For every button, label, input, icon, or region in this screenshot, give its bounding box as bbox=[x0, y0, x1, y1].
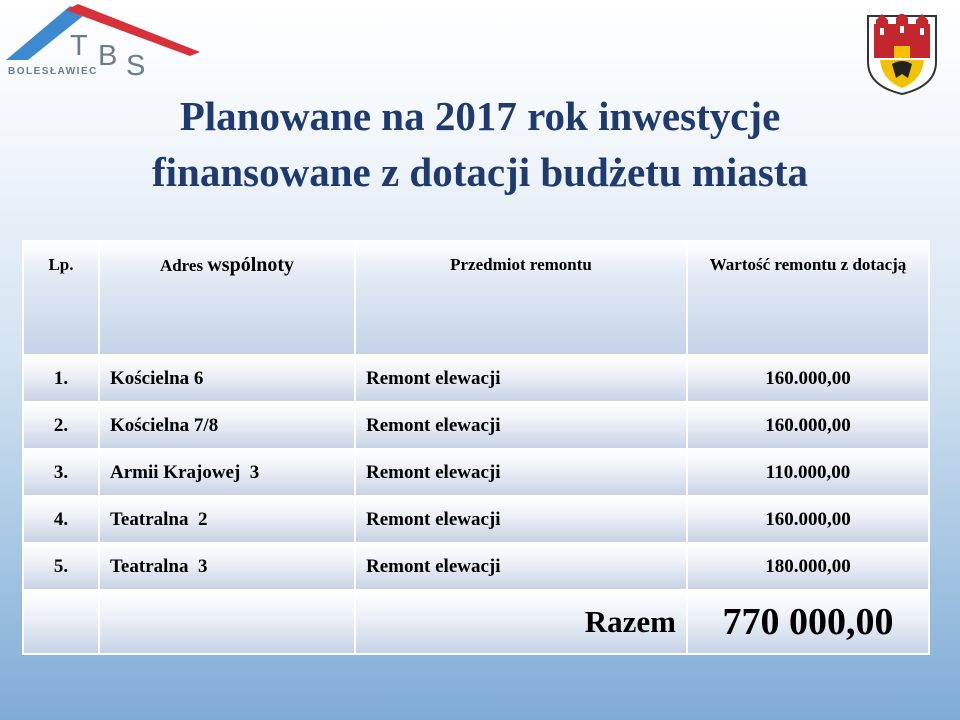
table-header-row bbox=[23, 241, 929, 355]
cell-subject: Remont elewacji bbox=[355, 402, 687, 449]
logo-letter-s: S bbox=[126, 50, 152, 82]
tbs-logo bbox=[4, 4, 204, 86]
cell-address: Teatralna 2 bbox=[99, 496, 355, 543]
cell-value: 160.000,00 bbox=[687, 496, 929, 543]
total-label: Razem bbox=[355, 590, 687, 654]
cell-address: Teatralna 3 bbox=[99, 543, 355, 590]
cell-address: Armii Krajowej 3 bbox=[99, 449, 355, 496]
cell-subject: Remont elewacji bbox=[355, 543, 687, 590]
header-address-b: wspólnoty bbox=[207, 254, 295, 276]
table-row bbox=[23, 402, 929, 449]
table-total-row bbox=[23, 590, 929, 654]
cell-address: Kościelna 7/8 bbox=[99, 402, 355, 449]
table-row bbox=[23, 496, 929, 543]
city-coat-of-arms-icon bbox=[866, 14, 938, 96]
investments-table bbox=[22, 240, 930, 655]
header-address bbox=[99, 241, 355, 355]
cell-value: 110.000,00 bbox=[687, 449, 929, 496]
cell-subject: Remont elewacji bbox=[355, 449, 687, 496]
cell-value: 160.000,00 bbox=[687, 355, 929, 402]
header-subject: Przedmiot remontu bbox=[355, 241, 687, 355]
cell-value: 160.000,00 bbox=[687, 402, 929, 449]
cell-subject: Remont elewacji bbox=[355, 496, 687, 543]
cell-subject: Remont elewacji bbox=[355, 355, 687, 402]
logo-letter-b: B bbox=[98, 40, 124, 72]
cell-lp: 1. bbox=[23, 355, 99, 402]
cell-address: Kościelna 6 bbox=[99, 355, 355, 402]
title-line-2: finansowane z dotacji budżetu miasta bbox=[151, 149, 809, 195]
page-title bbox=[60, 88, 900, 200]
table-row bbox=[23, 449, 929, 496]
logo-letter-t: T bbox=[70, 30, 94, 62]
cell-empty bbox=[23, 590, 99, 654]
logo-subtitle: BOLESŁAWIEC bbox=[8, 66, 98, 77]
header-value: Wartość remontu z dotacją bbox=[687, 241, 929, 355]
cell-lp: 5. bbox=[23, 543, 99, 590]
header-address-a: Adres bbox=[159, 256, 208, 275]
title-line-1: Planowane na 2017 rok inwestycje bbox=[179, 93, 781, 139]
total-value: 770 000,00 bbox=[687, 590, 929, 654]
header-lp: Lp. bbox=[23, 241, 99, 355]
cell-empty bbox=[99, 590, 355, 654]
cell-lp: 4. bbox=[23, 496, 99, 543]
table-row bbox=[23, 355, 929, 402]
cell-lp: 3. bbox=[23, 449, 99, 496]
cell-lp: 2. bbox=[23, 402, 99, 449]
cell-value: 180.000,00 bbox=[687, 543, 929, 590]
table-row bbox=[23, 543, 929, 590]
